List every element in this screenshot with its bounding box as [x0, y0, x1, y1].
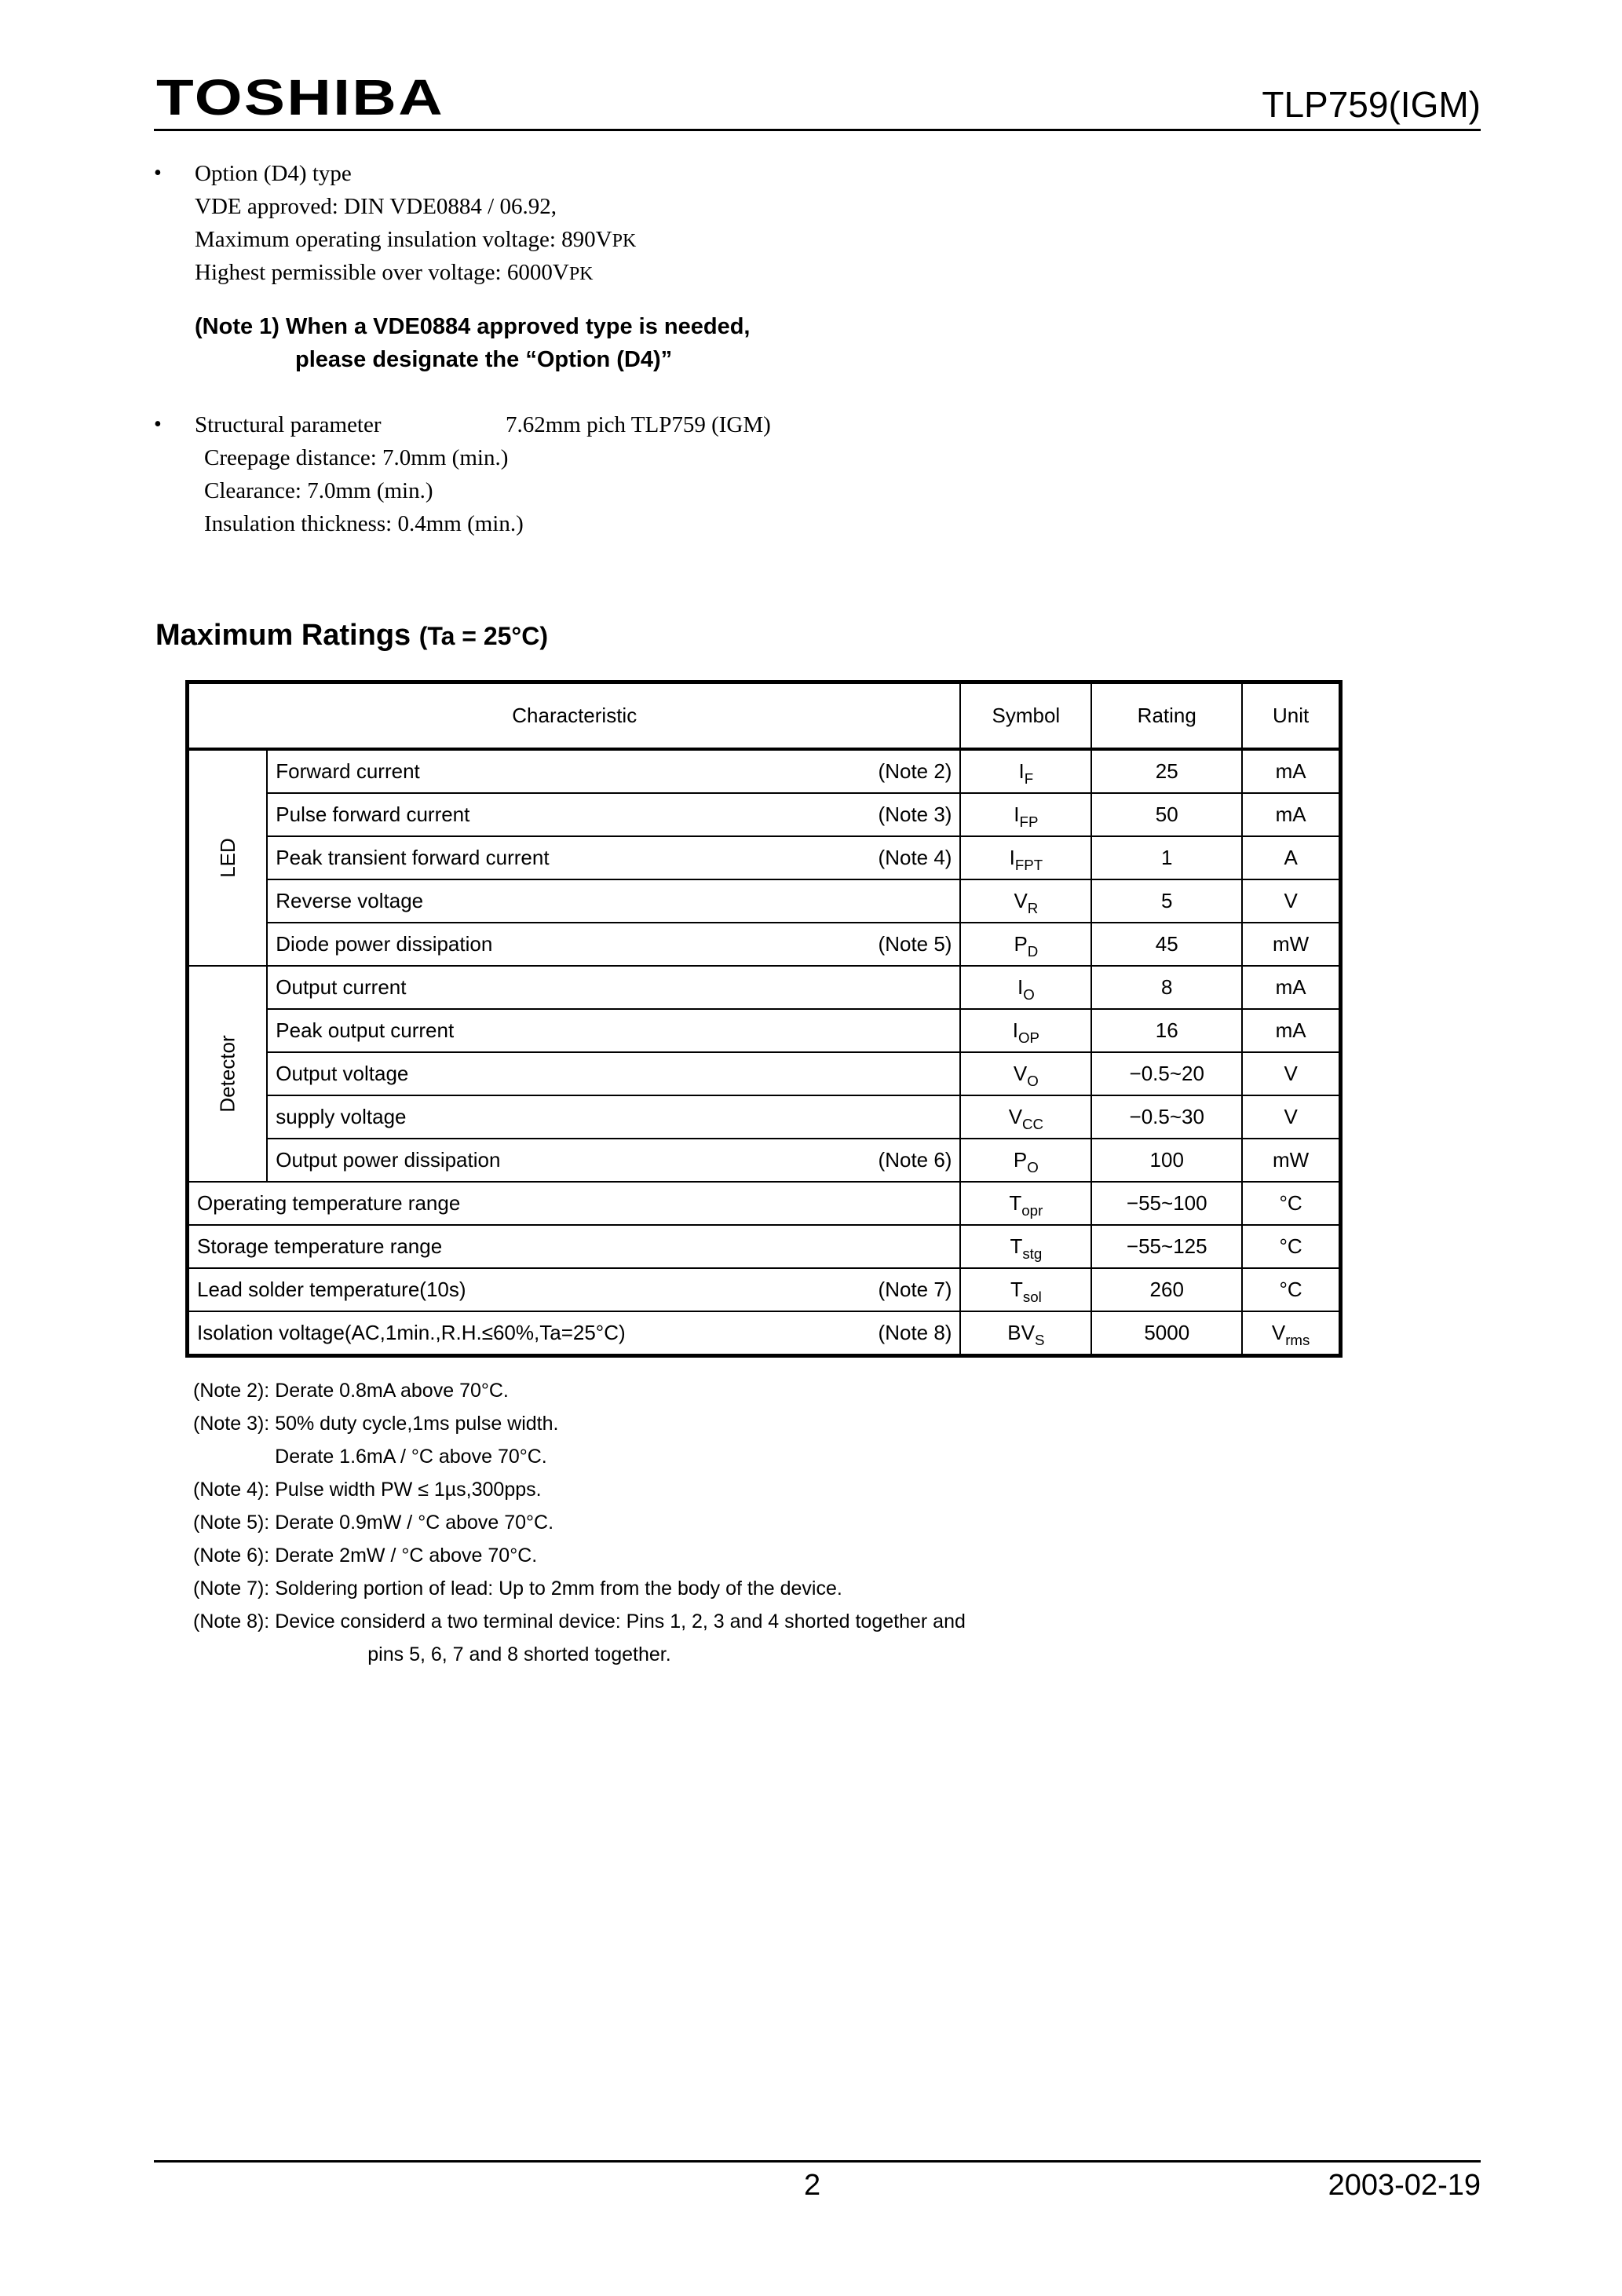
- cell-symbol: $V_R$: [960, 879, 1091, 923]
- note-8: (Note 8): Device considerd a two terminal device: Pins 1, 2, 3 and 4 shorted together and: [193, 1610, 966, 1632]
- option-line-3: Maximum operating insulation voltage: 890VPK: [195, 227, 637, 252]
- cell-unit: mA: [1242, 793, 1340, 836]
- cell-unit: °C: [1242, 1182, 1340, 1225]
- cell-symbol: $T_{opr}$: [960, 1182, 1091, 1225]
- cell-characteristic: Lead solder temperature(10s) (Note 7): [188, 1268, 961, 1311]
- notes-list: [193, 1374, 966, 1671]
- cell-characteristic: Isolation voltage(AC,1min.,R.H.≤60%,Ta=25°C) (Note 8): [188, 1311, 961, 1356]
- table-row: [188, 1052, 1341, 1095]
- cell-symbol: $I_O$: [960, 966, 1091, 1009]
- header-symbol: Symbol: [960, 682, 1091, 750]
- cell-unit: °C: [1242, 1268, 1340, 1311]
- table-row: [188, 966, 1341, 1009]
- cell-rating: 100: [1091, 1139, 1242, 1182]
- cell-unit: V: [1242, 1052, 1340, 1095]
- cell-rating: 260: [1091, 1268, 1242, 1311]
- cell-symbol: $P_O$: [960, 1139, 1091, 1182]
- note-5: (Note 5): Derate 0.9mW / °C above 70°C.: [193, 1512, 554, 1534]
- cell-characteristic: Output voltage: [267, 1052, 960, 1095]
- cell-symbol: $I_{FP}$: [960, 793, 1091, 836]
- note-4: (Note 4): Pulse width PW ≤ 1µs,300pps.: [193, 1479, 542, 1501]
- cell-symbol: $P_D$: [960, 923, 1091, 966]
- structural-bullet: •: [154, 412, 162, 437]
- cell-rating: 25: [1091, 749, 1242, 793]
- table-row: [188, 749, 1341, 793]
- cell-characteristic: Peak output current: [267, 1009, 960, 1052]
- table-row: [188, 836, 1341, 879]
- option-line-1: Option (D4) type: [195, 161, 352, 186]
- cell-symbol: $V_{CC}$: [960, 1095, 1091, 1139]
- option-line-2: VDE approved: DIN VDE0884 / 06.92,: [195, 194, 557, 219]
- cell-rating: −55~100: [1091, 1182, 1242, 1225]
- cell-rating: 1: [1091, 836, 1242, 879]
- group-detector: Detector: [188, 966, 268, 1182]
- table-row: [188, 1095, 1341, 1139]
- clearance-line: Clearance: 7.0mm (min.): [204, 478, 433, 503]
- cell-unit: V: [1242, 879, 1340, 923]
- note-8-cont: pins 5, 6, 7 and 8 shorted together.: [193, 1643, 671, 1665]
- note-6: (Note 6): Derate 2mW / °C above 70°C.: [193, 1545, 538, 1567]
- cell-unit: °C: [1242, 1225, 1340, 1268]
- cell-symbol: $I_{FPT}$: [960, 836, 1091, 879]
- table-row: [188, 1225, 1341, 1268]
- table-row: [188, 793, 1341, 836]
- table-row: [188, 879, 1341, 923]
- insulation-line: Insulation thickness: 0.4mm (min.): [204, 511, 524, 536]
- cell-symbol: $BV_S$: [960, 1311, 1091, 1356]
- header-rule: [154, 129, 1481, 131]
- cell-rating: 16: [1091, 1009, 1242, 1052]
- cell-characteristic: Output power dissipation (Note 6): [267, 1139, 960, 1182]
- option-line-4: Highest permissible over voltage: 6000VPK: [195, 260, 594, 285]
- cell-unit: mW: [1242, 1139, 1340, 1182]
- cell-symbol: $V_O$: [960, 1052, 1091, 1095]
- cell-rating: 8: [1091, 966, 1242, 1009]
- note1-line-2: please designate the “Option (D4)”: [295, 347, 673, 372]
- table-row: [188, 1009, 1341, 1052]
- ratings-table: [185, 680, 1343, 1358]
- footer-rule: [154, 2160, 1481, 2163]
- cell-unit: $V_{rms}$: [1242, 1311, 1340, 1356]
- header-rating: Rating: [1091, 682, 1242, 750]
- table-row: [188, 1182, 1341, 1225]
- brand-logo: TOSHIBA: [156, 69, 445, 126]
- structural-value: 7.62mm pich TLP759 (IGM): [506, 412, 771, 437]
- cell-unit: mA: [1242, 966, 1340, 1009]
- cell-characteristic: Forward current (Note 2): [267, 749, 960, 793]
- table-row: [188, 1139, 1341, 1182]
- cell-rating: −0.5~30: [1091, 1095, 1242, 1139]
- header-unit: Unit: [1242, 682, 1340, 750]
- table-row: [188, 1268, 1341, 1311]
- creepage-line: Creepage distance: 7.0mm (min.): [204, 445, 509, 470]
- cell-symbol: $I_F$: [960, 749, 1091, 793]
- cell-rating: −0.5~20: [1091, 1052, 1242, 1095]
- cell-rating: 50: [1091, 793, 1242, 836]
- cell-rating: 45: [1091, 923, 1242, 966]
- structural-label: Structural parameter: [195, 412, 382, 437]
- footer-date: 2003-02-19: [1328, 2169, 1481, 2202]
- table-row: [188, 923, 1341, 966]
- section-heading: Maximum Ratings (Ta = 25°C): [155, 619, 548, 652]
- cell-unit: mA: [1242, 1009, 1340, 1052]
- cell-unit: A: [1242, 836, 1340, 879]
- part-number: TLP759(IGM): [1262, 84, 1481, 125]
- option-bullet: •: [154, 161, 162, 185]
- note-3-cont: Derate 1.6mA / °C above 70°C.: [193, 1446, 547, 1468]
- cell-unit: mW: [1242, 923, 1340, 966]
- cell-symbol: $T_{sol}$: [960, 1268, 1091, 1311]
- page-number: 2: [804, 2169, 821, 2202]
- cell-characteristic: supply voltage: [267, 1095, 960, 1139]
- cell-characteristic: Output current: [267, 966, 960, 1009]
- table-row: [188, 1311, 1341, 1356]
- cell-rating: 5: [1091, 879, 1242, 923]
- cell-characteristic: Reverse voltage: [267, 879, 960, 923]
- cell-symbol: $T_{stg}$: [960, 1225, 1091, 1268]
- cell-rating: 5000: [1091, 1311, 1242, 1356]
- cell-characteristic: Peak transient forward current (Note 4): [267, 836, 960, 879]
- cell-characteristic: Pulse forward current (Note 3): [267, 793, 960, 836]
- note-3: (Note 3): 50% duty cycle,1ms pulse width.: [193, 1413, 559, 1435]
- cell-unit: mA: [1242, 749, 1340, 793]
- cell-unit: V: [1242, 1095, 1340, 1139]
- header-characteristic: Characteristic: [188, 682, 961, 750]
- cell-symbol: $I_{OP}$: [960, 1009, 1091, 1052]
- note-2: (Note 2): Derate 0.8mA above 70°C.: [193, 1380, 509, 1402]
- cell-rating: −55~125: [1091, 1225, 1242, 1268]
- group-led: LED: [188, 749, 268, 966]
- cell-characteristic: Diode power dissipation (Note 5): [267, 923, 960, 966]
- cell-characteristic: Operating temperature range: [188, 1182, 961, 1225]
- note1-line-1: (Note 1) When a VDE0884 approved type is needed,: [195, 314, 751, 339]
- cell-characteristic: Storage temperature range: [188, 1225, 961, 1268]
- note-7: (Note 7): Soldering portion of lead: Up to 2mm from the body of the device.: [193, 1578, 842, 1600]
